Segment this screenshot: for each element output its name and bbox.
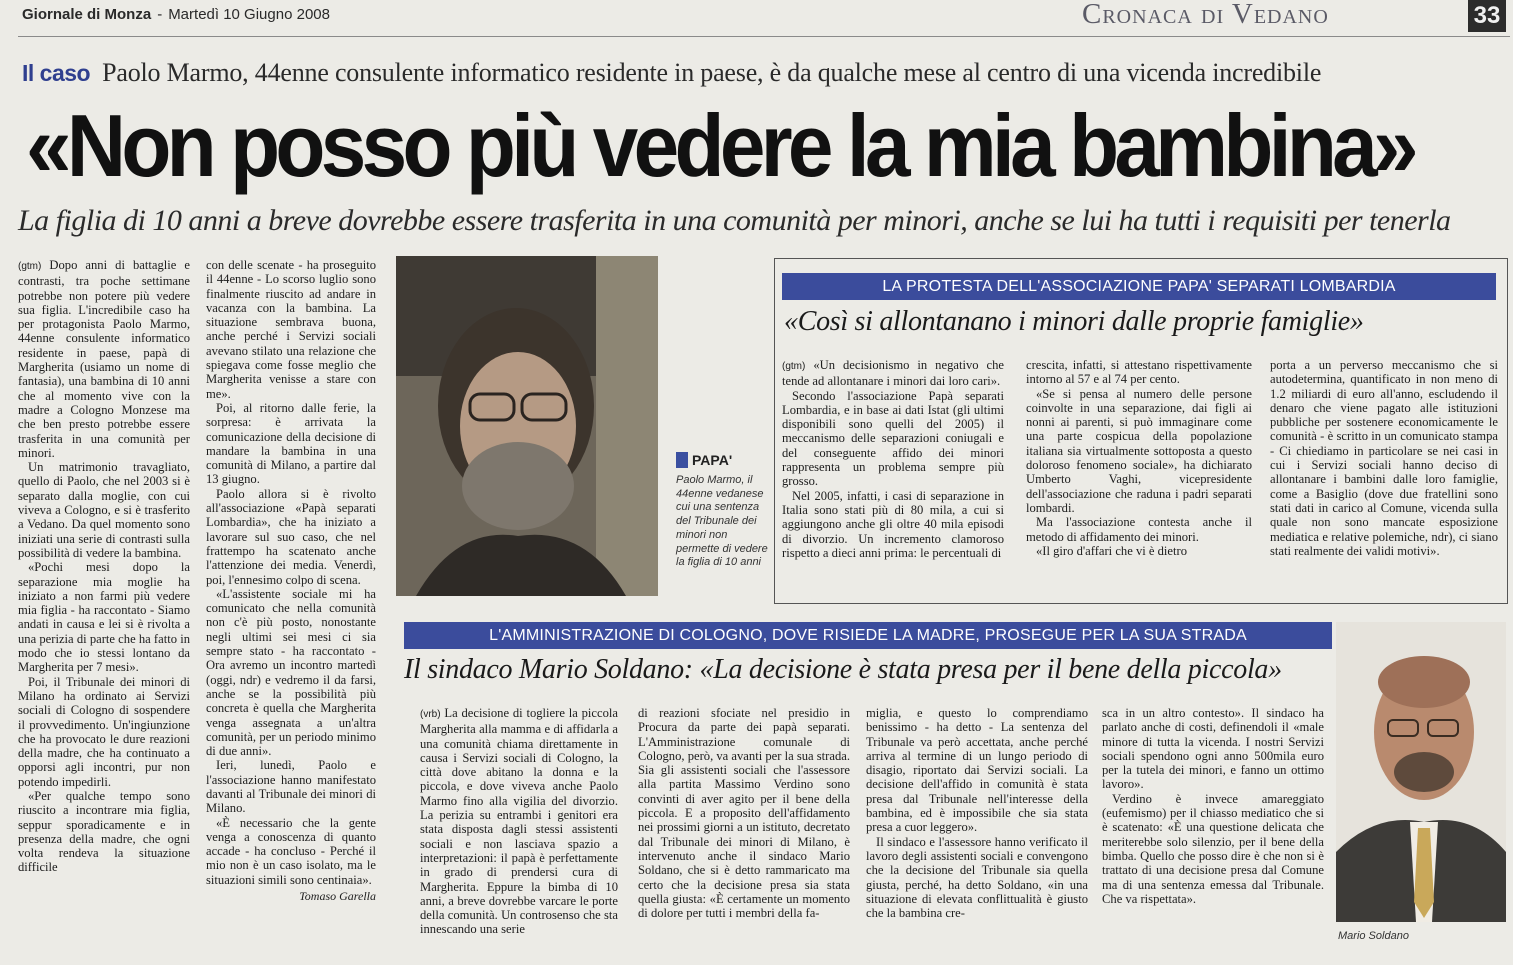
byline: Tomaso Garella xyxy=(299,889,376,904)
article-tag: (gtm) xyxy=(18,261,42,272)
box2-title: Il sindaco Mario Soldano: «La decisione è stata presa per il bene della piccola» xyxy=(404,654,1282,685)
article-paragraph: «Il giro d'affari che vi è dietro xyxy=(1036,543,1188,558)
article-paragraph: Un matrimonio travagliato, quello di Paolo, che nel 2003 si è separato dalla moglie, con cui viveva a Cologno, e si è trasferito a Vedano. Da quel momento sono iniziati una serie di contrasti sulla possibilità di vedere la bambina. xyxy=(18,460,190,560)
main-article-column-1 xyxy=(18,258,190,964)
box2-column-1 xyxy=(420,706,618,960)
article-paragraph: Poi, il Tribunale dei minori di Milano ha ordinato ai Servizi sociali di Cologno di sospendere il provvedimento. Un'ingiunzione che ha provocato le dure reazioni della madre, che ha continuato a opporsi agli incontri, pur non potendo impedirli. xyxy=(18,674,190,789)
issue-date: Martedì 10 Giugno 2008 xyxy=(168,6,330,23)
article-paragraph: con delle scenate - ha proseguito il 44enne - Lo scorso luglio sono finalmente riuscito ad andare in vacanza con la bambina. La situazione sembrava buona, anche perché i Servizi sociali avevano stilato una relazione che spiegava come fosse meglio che Margherita venisse a stare con me». xyxy=(206,258,376,401)
caption-text: Paolo Marmo, il 44enne vedanese cui una sentenza del Tribunale dei minori non permette di vedere la figlia di 10 anni xyxy=(676,474,768,569)
article-paragraph: di reazioni sfociate nel presidio in Procura da parte dei papà separati. L'Amministrazione comunale di Cologno, però, va avanti per la sua strada. Sia gli assistenti sociali che l'assessore alla partita Massimo Verdino sono convinti di aver agito per il bene della piccola. E a proposito dell'affidamento nei prossimi giorni a un istituto, decretato dal Tribunale dei minori di Milano, è intervenuto anche il sindaco Mario Soldano, che si è detto rammaricato ma certo che la decisione presa sia stata quella giusta: «È certamente un momento di dolore per tutti i membri della fa- xyxy=(638,706,850,921)
masthead-rule xyxy=(18,36,1510,37)
page-number: 33 xyxy=(1468,0,1506,32)
article-tag: (gtm) xyxy=(782,361,806,372)
photo-caption-1 xyxy=(676,452,772,570)
article-paragraph: «Pochi mesi dopo la separazione mia moglie ha iniziato a non farmi più vedere mia figlia - ha raccontato - Siamo andati in causa e lei si è rivolta a una perizia di parte che ha fatto in modo che io stessi lontano da Margherita per 7 mesi». xyxy=(18,560,190,675)
caption-title: PAPA' xyxy=(676,452,772,468)
article-paragraph: Poi, al ritorno dalle ferie, la sorpresa: è arrivata la comunicazione della decisione di mandare la bambina in una comunità di Milano, a partire dal 13 giugno. xyxy=(206,400,376,487)
box1-column-2 xyxy=(1026,358,1252,598)
masthead-separator: - xyxy=(157,6,163,23)
box2-column-3 xyxy=(866,706,1088,960)
article-paragraph: Nel 2005, infatti, i casi di separazione in Italia sono stati più di 80 mila, a cui si aggiungono anche gli oltre 40 mila episodi di divorzio. Un incremento clamoroso rispetto a dieci anni prima: le percentuali di xyxy=(782,488,1004,560)
article-paragraph: «Se si pensa al numero delle persone coinvolte in una separazione, dai figli ai nonni ai parenti, si può immaginare come una parte cospicua della popolazione italiana sia virtualmente sottoposta a questo doloroso fenomeno sociale», ha dichiarato Umberto Vaghi, vicepresidente dell'associazione che raduna i padri separati lombardi. xyxy=(1026,386,1252,515)
article-paragraph: «È necessario che la gente venga a conoscenza di quanto accade - ha concluso - Perché il mio non è un caso isolato, ma le situazioni simili sono centinaia». xyxy=(206,815,376,887)
article-paragraph: sca in un altro contesto». Il sindaco ha parlato anche di costi, definendoli il «male minore di tutta la vicenda. I nostri Servizi sociali spendono ogni anno 500mila euro per la tutela dei minori, e fanno un ottimo lavoro». xyxy=(1102,706,1324,792)
box1-banner: LA PROTESTA DELL'ASSOCIAZIONE PAPA' SEPARATI LOMBARDIA xyxy=(782,273,1496,300)
article-paragraph: Ieri, lunedì, Paolo e l'associazione hanno manifestato davanti al Tribunale dei minori di Milano. xyxy=(206,758,376,816)
article-paragraph: «L'assistente sociale mi ha comunicato che nella comunità non c'è più posto, nonostante negli ultimi sei mesi ci sia sempre stato - ha raccontato - Ora avremo un incontro martedì (oggi, ndr) e vedremo il da farsi, anche se la possibilità più concreta è quella che Margherita venga assegnata a un'altra comunità, per un periodo minimo di due anni». xyxy=(206,586,376,759)
box2-column-4 xyxy=(1102,706,1324,960)
box1-column-1 xyxy=(782,358,1004,598)
article-paragraph: crescita, infatti, si attestano rispettivamente intorno al 57 e al 74 per cento. xyxy=(1026,358,1252,387)
box1-column-3 xyxy=(1270,358,1498,598)
paper-name xyxy=(22,6,330,23)
article-paragraph: porta a un perverso meccanismo che si autodetermina, quantificato in non meno di 1.2 miliardi di euro all'anno, escludendo il denaro che viene pagato alle istituzioni pubbliche per sostenere economicamente le comunità - è scritto in un comunicato stampa - Ci chiediamo in particolare se nei casi in cui i Servizi sociali hanno deciso di allontanare i bambini dalle loro famiglie, come a Basiglio (dove due fratellini sono stati dati in carico al Comune, vicenda sulla quale non sono mancate esposizione mediatica e relative polemiche, ndr), ci siano stati realmente dei validi motivi». xyxy=(1270,358,1498,558)
article-paragraph: Secondo l'associazione Papà separati Lombardia, e in base ai dati Istat (gli ultimi disponibili sono quelli del 2005) il meccanismo delle separazioni coniugali e del conseguente affido dei minori rappresenta un problema sempre più grosso. xyxy=(782,388,1004,489)
masthead xyxy=(0,0,1513,34)
photo-paolo-marmo xyxy=(396,256,658,596)
subheadline: La figlia di 10 anni a breve dovrebbe essere trasferita in una comunità per minori, anche se lui ha tutti i requisiti per tenerla xyxy=(18,204,1451,237)
article-paragraph: Paolo allora si è rivolto all'associazione «Papà separati Lombardia», che ha iniziato a lavorare sul suo caso, che nel frattempo ha scatenato anche l'attenzione dei media. Venerdì, poi, l'ennesimo colpo di scena. xyxy=(206,486,376,587)
article-paragraph: «Per qualche tempo sono riuscito a incontrare mia figlia, seppur sporadicamente e in presenza della madre, che ogni volta rendeva la situazione difficile xyxy=(18,788,190,875)
portrait-image-icon xyxy=(1336,622,1506,922)
article-tag: (vrb) xyxy=(420,709,441,720)
article-paragraph: (gtm) «Un decisionismo in negativo che tende ad allontanare i minori dai loro cari». xyxy=(782,358,1004,389)
article-paragraph: Il sindaco e l'assessore hanno verificato il lavoro degli assistenti sociali e convengono che la decisione del Tribunale sia quella giusta, perché, ha detto Soldano, «in una situazione di elevata conflittualità è giusto che la bambina cre- xyxy=(866,834,1088,921)
photo-caption-2: Mario Soldano xyxy=(1338,930,1409,942)
kicker-label: Il caso xyxy=(22,60,91,86)
portrait-image-icon xyxy=(396,256,658,596)
article-paragraph: (gtm) Dopo anni di battaglie e contrasti, tra poche settimane potrebbe non potere più vedere sua figlia. L'incredibile caso ha per protagonista Paolo Marmo, 44enne consulente informatico residente in paese, papà di Margherita (usiamo un nome di fantasia), una bambina di 10 anni che al momento vive con la madre a Cologno Monzese ma che ben presto potrebbe essere trasferita in una comunità per minori. xyxy=(18,258,190,460)
article-paragraph: Ma l'associazione contesta anche il metodo di affidamento dei minori. xyxy=(1026,515,1252,544)
section-title: Cronaca di Vedano xyxy=(1082,0,1329,30)
paper-title: Giornale di Monza xyxy=(22,6,152,23)
article-paragraph: (vrb) La decisione di togliere la piccola Margherita alla mamma e di affidarla a una comunità chiama direttamente in causa i Servizi sociali di Cologno, la città dove abitano la donna e la piccola, e dove viveva anche Paolo Marmo fino alla vigilia del divorzio. La perizia su entrambi i genitori era stata disposta dagli stessi assistenti sociali e non lasciava spazio a interpretazioni: il papà è perfettamente in grado di prendersi cura di Margherita. Eppure la bimba di 10 anni, a breve dovrebbe varcare le porte della comunità. Un controsenso che sta innescando una serie xyxy=(420,706,618,937)
article-paragraph: miglia, e questo lo comprendiamo benissimo - ha detto - La sentenza del Tribunale va però accettata, anche perché arriva al termine di un lungo periodo di disagio, riportato dai Servizi sociali. La decisione dell'affido in comunità è stata presa dal Tribunale nell'interesse della bambina, ed è impossibile che sia stata presa a cuor leggero». xyxy=(866,706,1088,835)
box2-banner: L'AMMINISTRAZIONE DI COLOGNO, DOVE RISIEDE LA MADRE, PROSEGUE PER LA SUA STRADA xyxy=(404,622,1332,649)
box2-column-2 xyxy=(638,706,850,960)
photo-mario-soldano xyxy=(1336,622,1506,922)
box1-title: «Così si allontanano i minori dalle proprie famiglie» xyxy=(784,306,1364,337)
kicker-text: Paolo Marmo, 44enne consulente informatico residente in paese, è da qualche mese al centro di una vicenda incredibile xyxy=(102,58,1322,87)
kicker xyxy=(22,58,1321,88)
main-article-column-2 xyxy=(206,258,376,964)
article-paragraph: Verdino è invece amareggiato (eufemismo) per il chiasso mediatico che si è scatenato: «È una questione delicata che meriterebbe solo silenzio, per il bene della bimba. Quello che posso dire è che non si è trattato di una decisione presa dal Comune ma di una sentenza emessa dal Tribunale. Che va rispettata». xyxy=(1102,791,1324,906)
headline: «Non posso più vedere la mia bambina» xyxy=(26,96,1414,195)
